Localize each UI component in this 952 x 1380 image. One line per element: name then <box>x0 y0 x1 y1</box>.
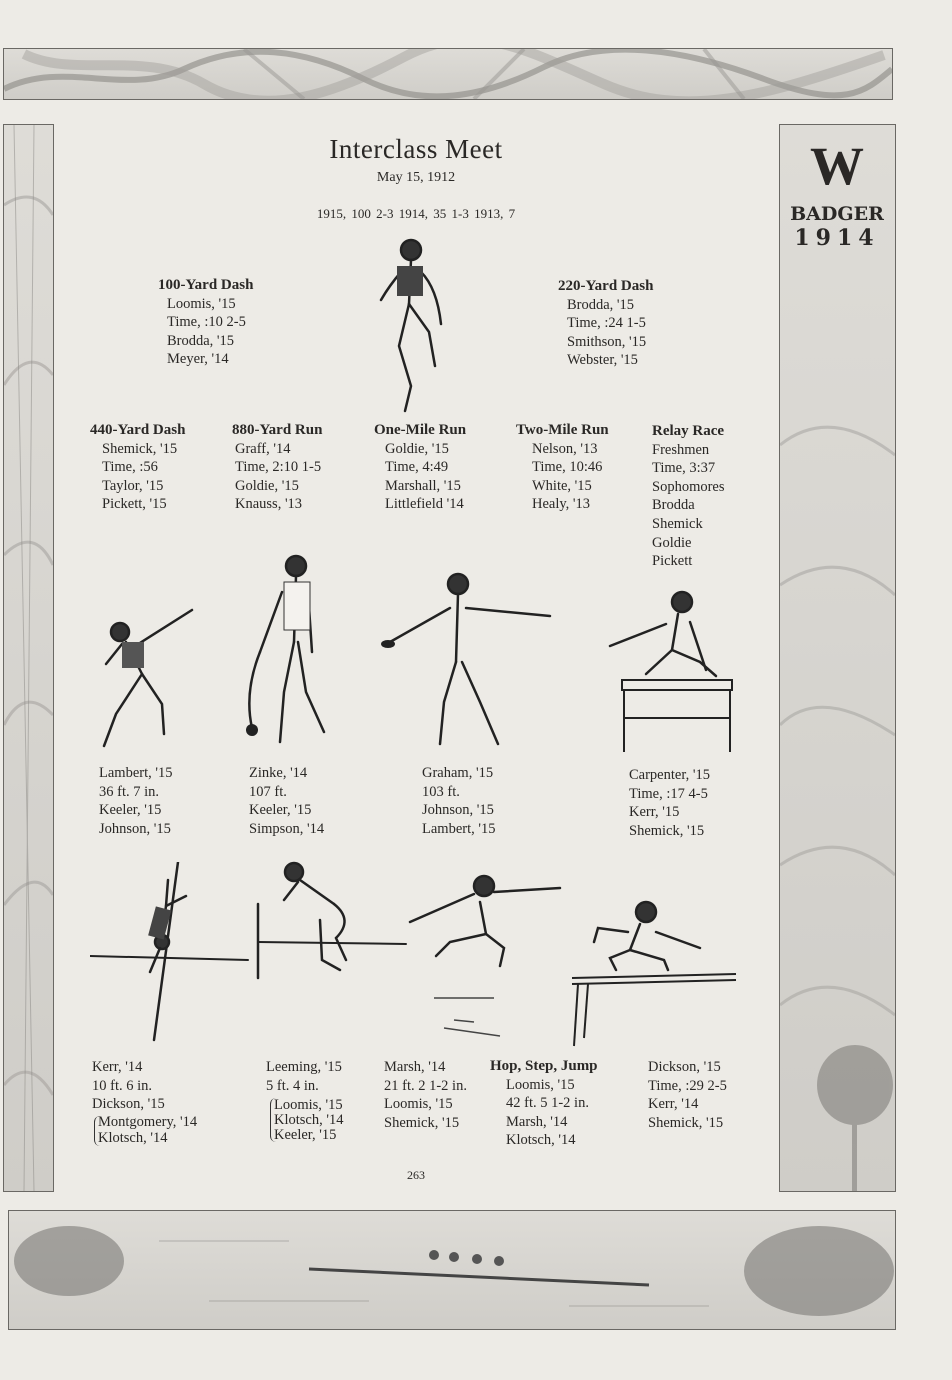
result-line: Taylor, '15 <box>102 477 164 494</box>
result-line: Time, :24 1-5 <box>567 315 646 332</box>
result-line: Goldie, '15 <box>235 477 299 494</box>
sidebar-name: BADGER <box>790 203 884 225</box>
result-line: Time, :29 2-5 <box>648 1077 727 1094</box>
result-line: Zinke, '14 <box>249 765 308 781</box>
result-line: Kerr, '14 <box>92 1059 143 1075</box>
cloud-ornament-icon <box>4 125 53 1191</box>
result-line: Shemick, '15 <box>648 1114 724 1131</box>
result-line: 42 ft. 5 1-2 in. <box>506 1095 589 1112</box>
event-low-hurdles <box>648 1058 727 1132</box>
result-line: Marshall, '15 <box>385 477 461 494</box>
result-line: Marsh, '14 <box>506 1113 568 1130</box>
event-heading: Two-Mile Run <box>516 422 609 438</box>
result-line: Meyer, '14 <box>167 351 229 368</box>
event-220-yard-dash <box>558 277 653 370</box>
bottom-rowing-band <box>8 1210 896 1330</box>
result-line: 5 ft. 4 in. <box>266 1077 319 1094</box>
event-heading: 440-Yard Dash <box>90 422 186 438</box>
result-line: Shemick <box>652 515 703 532</box>
result-line: Johnson, '15 <box>99 820 171 837</box>
event-hammer-throw <box>249 764 324 838</box>
result-line: Goldie, '15 <box>385 440 449 457</box>
result-line: Carpenter, '15 <box>629 767 710 783</box>
high-hurdles-figure-icon <box>606 584 746 754</box>
runner-figure-icon <box>365 236 465 416</box>
result-line: Brodda, '15 <box>167 332 235 349</box>
result-line: Webster, '15 <box>567 352 638 369</box>
high-jump-figure-icon <box>250 860 410 980</box>
result-line: Brodda <box>652 497 695 514</box>
result-line: Knauss, '13 <box>235 496 303 513</box>
result-line: Freshmen <box>652 441 710 458</box>
result-line: Lambert, '15 <box>99 765 173 781</box>
event-broad-jump <box>384 1058 467 1132</box>
class-scores: 1915, 100 2-3 1914, 35 1-3 1913, 7 <box>316 206 516 221</box>
tie-brace <box>270 1098 277 1142</box>
discus-throw-figure-icon <box>380 572 560 752</box>
result-line: Graham, '15 <box>422 765 494 781</box>
tree-landscape-icon <box>780 125 895 1191</box>
result-line: Loomis, '15 <box>506 1076 575 1093</box>
result-line: 21 ft. 2 1-2 in. <box>384 1077 467 1094</box>
tied-result-line: Montgomery, '14 <box>98 1113 198 1130</box>
result-line: Klotsch, '14 <box>506 1132 576 1149</box>
result-line: Time, :17 4-5 <box>629 785 708 802</box>
result-line: Time, 10:46 <box>532 459 603 476</box>
result-line: Time, 4:49 <box>385 459 449 476</box>
event-shot-put <box>99 764 172 838</box>
result-line: Kerr, '14 <box>648 1096 699 1113</box>
low-hurdles-figure-icon <box>568 898 738 1048</box>
broad-jump-figure-icon <box>404 872 564 1042</box>
result-line: Shemick, '15 <box>629 822 705 839</box>
pole-vault-figure-icon <box>90 862 250 1042</box>
result-line: Leeming, '15 <box>266 1059 342 1075</box>
result-line: Time, 3:37 <box>652 460 716 477</box>
event-heading: Hop, Step, Jump <box>490 1058 598 1074</box>
result-line: Johnson, '15 <box>422 802 494 819</box>
result-line: Time, :10 2-5 <box>167 314 246 331</box>
top-decorative-band <box>3 48 893 100</box>
result-line: Keeler, '15 <box>99 802 162 819</box>
sidebar-year: 1914 <box>794 225 880 251</box>
result-line: Keeler, '15 <box>249 802 312 819</box>
page-number: 263 <box>407 1168 425 1182</box>
result-line: Graff, '14 <box>235 440 291 457</box>
right-decorative-border <box>779 124 896 1192</box>
result-line: 10 ft. 6 in. <box>92 1077 153 1094</box>
result-line: Marsh, '14 <box>384 1059 446 1075</box>
page-title: Interclass Meet <box>329 134 503 164</box>
event-pole-vault <box>92 1058 197 1146</box>
event-high-hurdles <box>629 766 710 840</box>
result-line: Littlefield '14 <box>385 496 464 513</box>
result-line: 36 ft. 7 in. <box>99 783 160 800</box>
sidebar-letter: W <box>810 136 864 196</box>
tied-result-line: Keeler, '15 <box>274 1127 337 1144</box>
result-line: Goldie <box>652 534 692 551</box>
result-line: Kerr, '15 <box>629 804 680 821</box>
event-high-jump <box>266 1058 343 1143</box>
event-heading: Relay Race <box>652 423 725 439</box>
event-100-yard-dash <box>158 276 253 369</box>
event-two-mile-run <box>516 421 609 514</box>
result-line: Sophomores <box>652 478 725 495</box>
tie-brace <box>94 1116 101 1146</box>
result-line: Loomis, '15 <box>384 1096 453 1113</box>
swirl-ornament-icon <box>4 49 892 99</box>
event-440-yard-dash <box>90 421 185 514</box>
event-hop-step-jump <box>490 1057 598 1150</box>
result-line: Time, :56 <box>102 459 158 476</box>
tied-result-line: Loomis, '15 <box>274 1097 343 1114</box>
result-line: Shemick, '15 <box>384 1114 460 1131</box>
event-heading: 880-Yard Run <box>232 422 323 438</box>
event-880-yard-run <box>232 421 322 514</box>
result-line: Shemick, '15 <box>102 440 178 457</box>
event-discus-throw <box>422 764 495 838</box>
shot-put-figure-icon <box>92 604 202 754</box>
event-heading: One-Mile Run <box>374 422 467 438</box>
result-line: Lambert, '15 <box>422 820 496 837</box>
meet-date: May 15, 1912 <box>376 170 456 185</box>
result-line: White, '15 <box>532 477 592 494</box>
tied-result-line: Klotsch, '14 <box>274 1112 344 1129</box>
result-line: Dickson, '15 <box>92 1096 165 1113</box>
event-relay-race <box>652 422 725 571</box>
result-line: Time, 2:10 1-5 <box>235 459 322 476</box>
result-line: Loomis, '15 <box>167 295 236 312</box>
event-one-mile-run <box>374 421 466 514</box>
left-decorative-border <box>3 124 54 1192</box>
result-line: Pickett <box>652 553 693 570</box>
result-line: Nelson, '13 <box>532 440 598 457</box>
result-line: Pickett, '15 <box>102 496 167 513</box>
rowing-scene-icon <box>9 1211 895 1329</box>
event-heading: 100-Yard Dash <box>158 277 254 293</box>
result-line: Dickson, '15 <box>648 1059 721 1075</box>
result-line: Smithson, '15 <box>567 333 647 350</box>
result-line: Brodda, '15 <box>567 296 635 313</box>
result-line: Healy, '13 <box>532 496 591 513</box>
hammer-throw-figure-icon <box>240 552 340 752</box>
result-line: 103 ft. <box>422 783 460 800</box>
event-heading: 220-Yard Dash <box>558 278 654 294</box>
tied-result-line: Klotsch, '14 <box>98 1129 168 1146</box>
result-line: 107 ft. <box>249 783 287 800</box>
result-line: Simpson, '14 <box>249 820 325 837</box>
